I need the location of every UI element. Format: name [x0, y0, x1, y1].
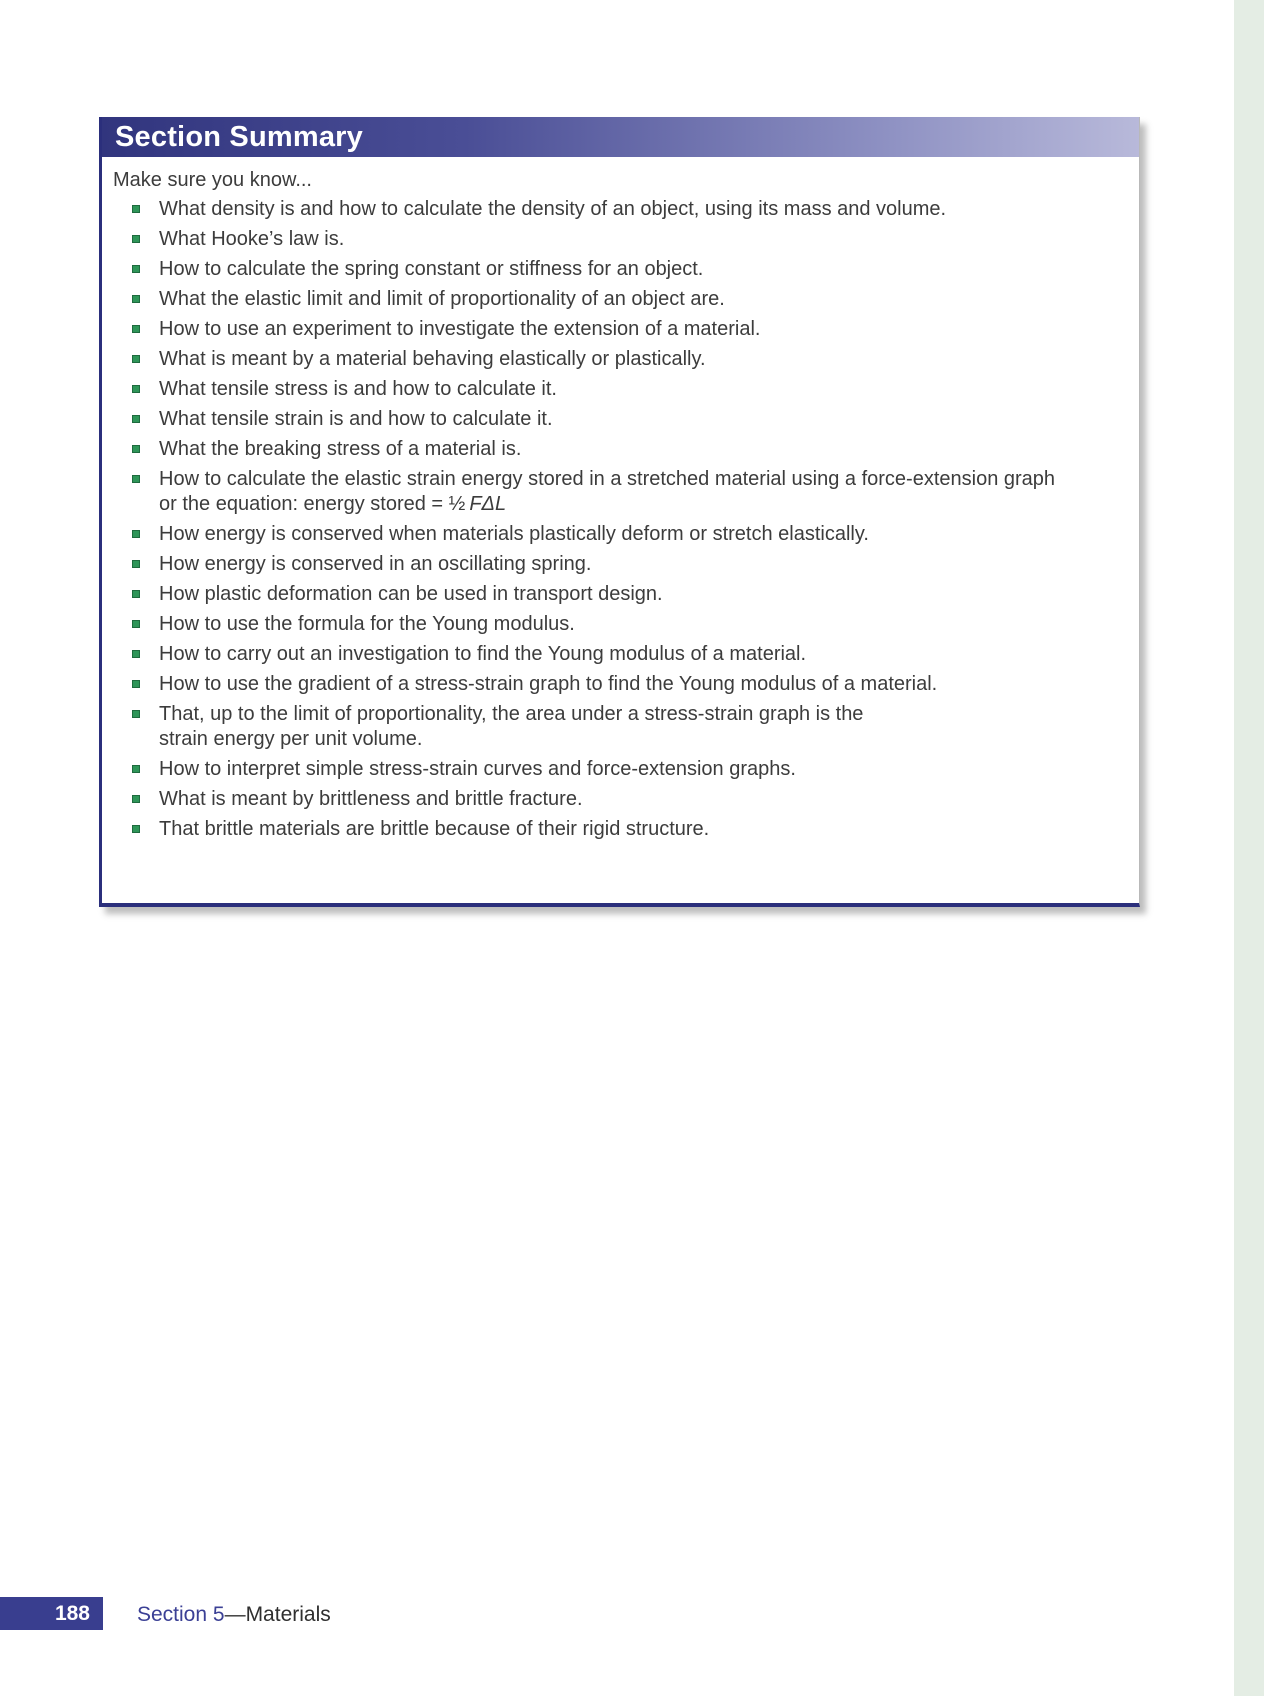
summary-list	[113, 197, 1121, 842]
summary-item	[113, 522, 1121, 547]
bullet-square-icon	[132, 325, 140, 333]
summary-item-text: How energy is conserved when materials plastically deform or stretch elastically.	[159, 523, 869, 545]
summary-item	[113, 702, 1121, 752]
section-summary-body	[102, 157, 1139, 903]
summary-item-text: How to carry out an investigation to find the Young modulus of a material.	[159, 643, 807, 665]
summary-item-text: What tensile stress is and how to calculate it.	[159, 378, 557, 400]
bullet-square-icon	[132, 475, 140, 483]
summary-item	[113, 347, 1121, 372]
summary-item	[113, 227, 1121, 252]
summary-item-text: What the breaking stress of a material is.	[159, 438, 522, 460]
summary-item	[113, 552, 1121, 577]
bullet-square-icon	[132, 620, 140, 628]
summary-item-text: What is meant by a material behaving elastically or plastically.	[159, 348, 706, 370]
summary-item	[113, 612, 1121, 637]
summary-item-text: How to calculate the spring constant or stiffness for an object.	[159, 258, 704, 280]
bullet-square-icon	[132, 265, 140, 273]
summary-item	[113, 642, 1121, 667]
bullet-square-icon	[132, 765, 140, 773]
summary-item	[113, 467, 1121, 517]
bullet-square-icon	[132, 680, 140, 688]
summary-item-text: What density is and how to calculate the density of an object, using its mass and volume.	[159, 198, 947, 220]
section-summary-title: Section Summary	[115, 120, 363, 153]
page-number-badge	[0, 1597, 103, 1630]
bullet-square-icon	[132, 590, 140, 598]
summary-item	[113, 787, 1121, 812]
summary-item	[113, 672, 1121, 697]
summary-item-text: What Hooke’s law is.	[159, 228, 345, 250]
summary-item	[113, 257, 1121, 282]
summary-item	[113, 197, 1121, 222]
footer-separator: —	[224, 1603, 246, 1626]
summary-item-text: What the elastic limit and limit of proportionality of an object are.	[159, 288, 725, 310]
summary-item-text: How to interpret simple stress-strain curves and force-extension graphs.	[159, 758, 796, 780]
summary-intro: Make sure you know...	[113, 169, 312, 191]
bullet-square-icon	[132, 795, 140, 803]
energy-stored-formula: FΔL	[469, 493, 507, 515]
summary-item-text: How to calculate the elastic strain energy stored in a stretched material using a force-extension graph or the equation: energy stored = ½ FΔL	[159, 468, 1056, 515]
footer-section-title	[137, 1600, 331, 1630]
summary-item	[113, 817, 1121, 842]
summary-item-text: How plastic deformation can be used in transport design.	[159, 583, 663, 605]
bullet-square-icon	[132, 560, 140, 568]
bullet-square-icon	[132, 355, 140, 363]
bullet-square-icon	[132, 650, 140, 658]
bullet-square-icon	[132, 385, 140, 393]
summary-item-text: What is meant by brittleness and brittle fracture.	[159, 788, 583, 810]
summary-item-text: How energy is conserved in an oscillating spring.	[159, 553, 592, 575]
summary-item	[113, 437, 1121, 462]
section-summary-header	[102, 117, 1139, 157]
footer-chapter-label: Materials	[245, 1603, 331, 1626]
bullet-square-icon	[132, 205, 140, 213]
summary-item-text: That brittle materials are brittle because of their rigid structure.	[159, 818, 710, 840]
summary-item-text: What tensile strain is and how to calculate it.	[159, 408, 553, 430]
bullet-square-icon	[132, 235, 140, 243]
bullet-square-icon	[132, 295, 140, 303]
bullet-square-icon	[132, 530, 140, 538]
section-summary-box	[99, 117, 1140, 907]
summary-item	[113, 757, 1121, 782]
page-number: 188	[54, 1601, 90, 1625]
page-edge-strip	[1234, 0, 1264, 1696]
summary-item-text: How to use the gradient of a stress-strain graph to find the Young modulus of a material.	[159, 673, 938, 695]
summary-item	[113, 317, 1121, 342]
summary-item-text: How to use an experiment to investigate the extension of a material.	[159, 318, 761, 340]
summary-item	[113, 582, 1121, 607]
summary-item	[113, 377, 1121, 402]
bullet-square-icon	[132, 445, 140, 453]
footer-section-label: Section 5	[137, 1603, 225, 1626]
bullet-square-icon	[132, 825, 140, 833]
summary-item-text: How to use the formula for the Young modulus.	[159, 613, 575, 635]
summary-item-text: That, up to the limit of proportionality, the area under a stress-strain graph is the strain energy per unit volume.	[159, 703, 864, 750]
summary-item	[113, 407, 1121, 432]
bullet-square-icon	[132, 710, 140, 718]
bullet-square-icon	[132, 415, 140, 423]
summary-item	[113, 287, 1121, 312]
